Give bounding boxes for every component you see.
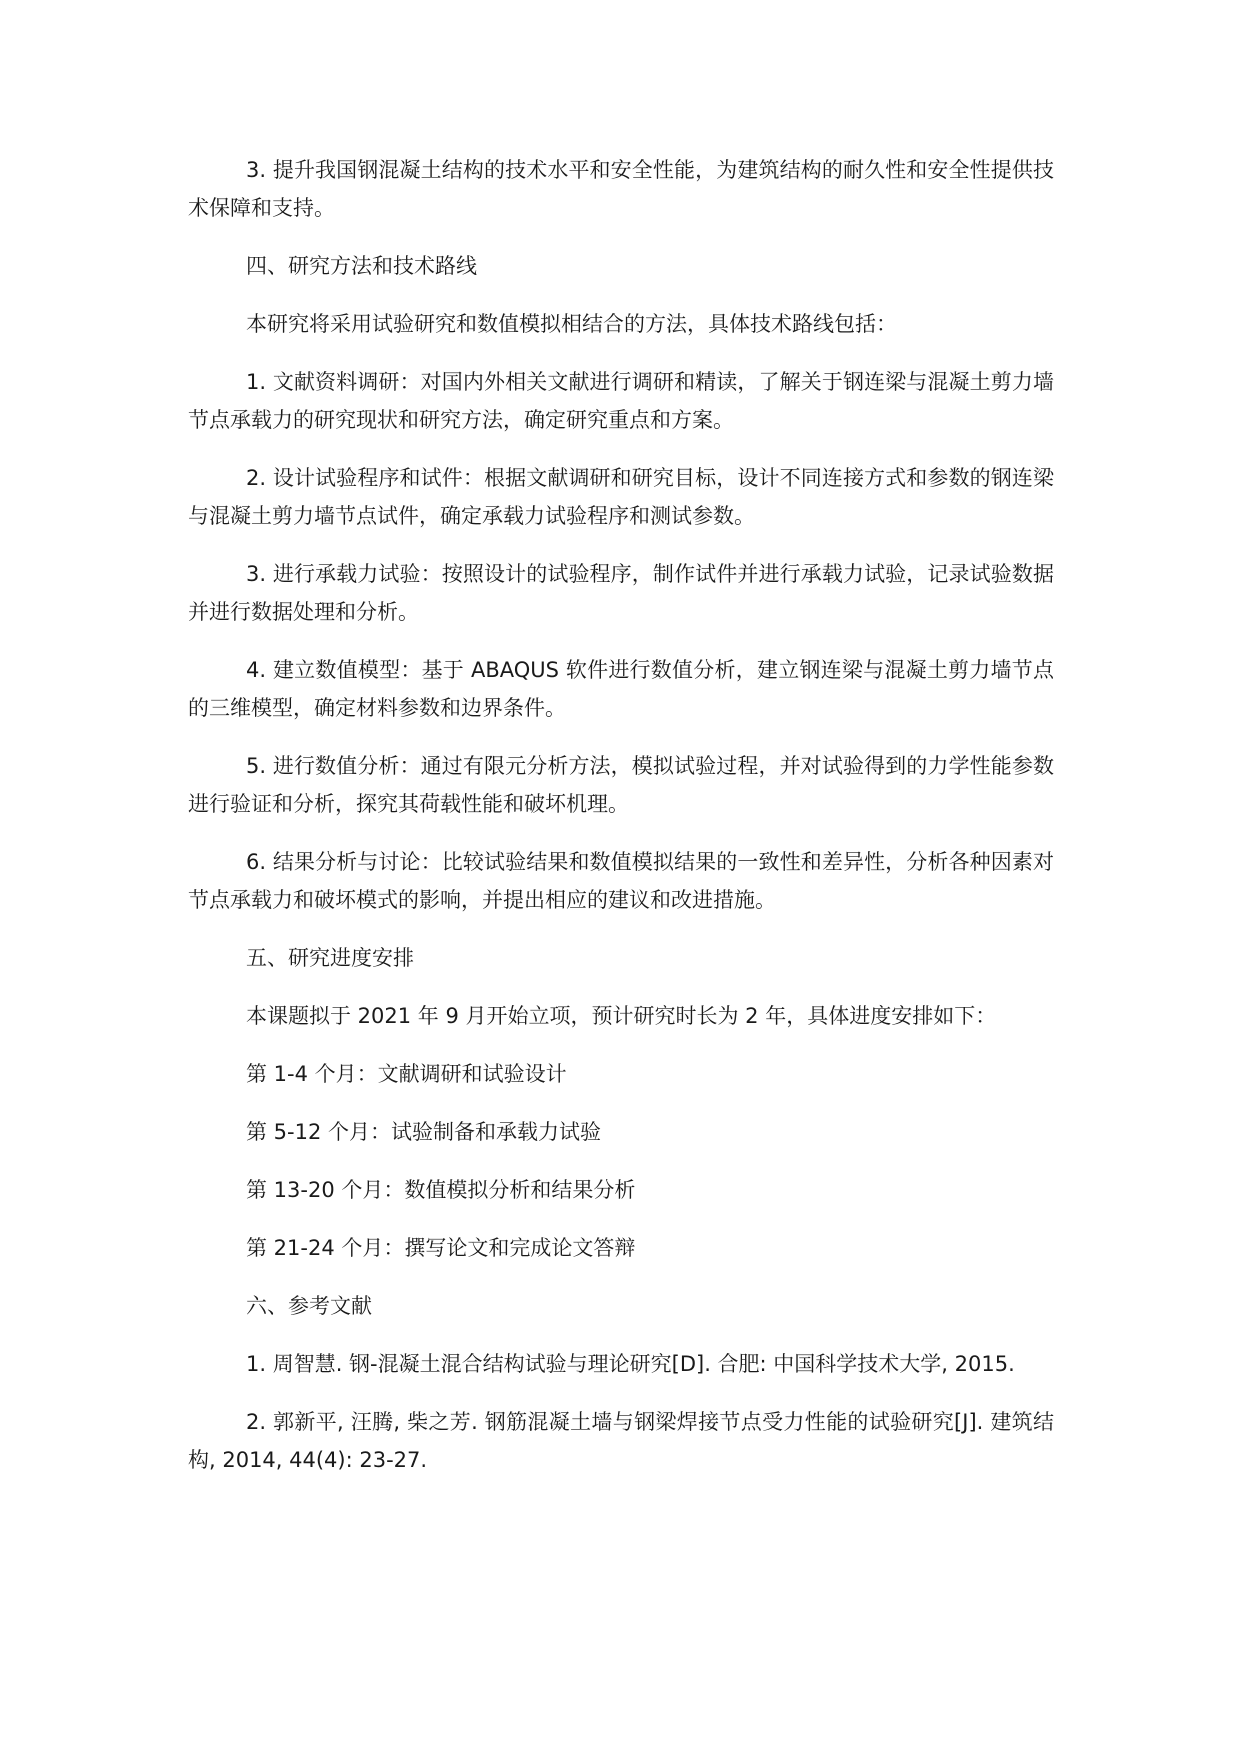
section-heading-references: 六、参考文献	[246, 1294, 372, 1318]
schedule-item-2: 第 5-12 个月：试验制备和承载力试验	[246, 1120, 602, 1144]
schedule-item-3: 第 13-20 个月：数值模拟分析和结果分析	[246, 1178, 636, 1202]
method-step-6: 6. 结果分析与讨论：比较试验结果和数值模拟结果的一致性和差异性，分析各种因素对节点承载力和破坏模式的影响，并提出相应的建议和改进措施。	[188, 850, 1054, 912]
list-item-goal-3: 3. 提升我国钢混凝土结构的技术水平和安全性能，为建筑结构的耐久性和安全性提供技术保障和支持。	[188, 158, 1054, 220]
schedule-item-4: 第 21-24 个月：撰写论文和完成论文答辩	[246, 1236, 636, 1260]
document-body	[188, 151, 1054, 1499]
method-step-3: 3. 进行承载力试验：按照设计的试验程序，制作试件并进行承载力试验，记录试验数据并进行数据处理和分析。	[188, 562, 1054, 624]
method-step-5: 5. 进行数值分析：通过有限元分析方法，模拟试验过程，并对试验得到的力学性能参数进行验证和分析，探究其荷载性能和破坏机理。	[188, 754, 1054, 816]
reference-1: 1. 周智慧. 钢-混凝土混合结构试验与理论研究[D]. 合肥: 中国科学技术大学, 2015.	[246, 1352, 1015, 1376]
reference-2: 2. 郭新平, 汪腾, 柴之芳. 钢筋混凝土墙与钢梁焊接节点受力性能的试验研究[J]. 建筑结构, 2014, 44(4): 23-27.	[188, 1410, 1054, 1472]
section-heading-methods: 四、研究方法和技术路线	[246, 254, 477, 278]
method-step-1: 1. 文献资料调研：对国内外相关文献进行调研和精读，了解关于钢连梁与混凝土剪力墙节点承载力的研究现状和研究方法，确定研究重点和方案。	[188, 370, 1054, 432]
methods-intro: 本研究将采用试验研究和数值模拟相结合的方法，具体技术路线包括：	[246, 312, 897, 336]
method-step-2: 2. 设计试验程序和试件：根据文献调研和研究目标，设计不同连接方式和参数的钢连梁与混凝土剪力墙节点试件，确定承载力试验程序和测试参数。	[188, 466, 1054, 528]
method-step-4: 4. 建立数值模型：基于 ABAQUS 软件进行数值分析，建立钢连梁与混凝土剪力墙节点的三维模型，确定材料参数和边界条件。	[188, 658, 1054, 720]
schedule-item-1: 第 1-4 个月：文献调研和试验设计	[246, 1062, 567, 1086]
schedule-intro: 本课题拟于 2021 年 9 月开始立项，预计研究时长为 2 年，具体进度安排如下：	[246, 1004, 997, 1028]
section-heading-schedule: 五、研究进度安排	[246, 946, 414, 970]
